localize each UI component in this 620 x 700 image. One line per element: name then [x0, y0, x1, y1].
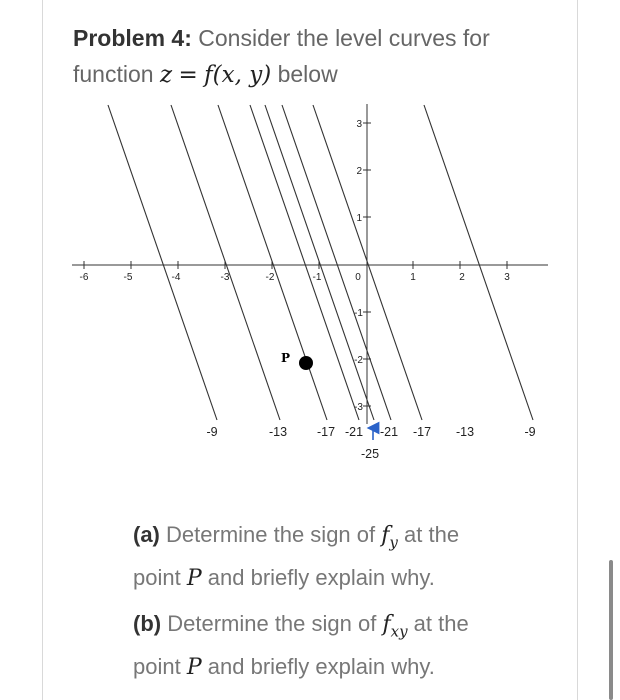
level-line: [250, 105, 359, 420]
problem-label: Problem 4:: [73, 25, 192, 51]
y-tick-label: -3: [354, 402, 363, 413]
level-line: [265, 105, 374, 420]
question-a-label: (a): [133, 522, 160, 547]
x-tick-label: -4: [171, 272, 181, 283]
math-point-p: P: [186, 655, 202, 681]
x-tick-label: -1: [312, 272, 322, 283]
level-label: -9: [524, 425, 536, 439]
problem-text-below: below: [277, 61, 338, 87]
question-b: [133, 606, 553, 686]
level-line: [218, 105, 327, 420]
x-tick-label: 3: [504, 272, 510, 283]
math-f: f: [381, 523, 390, 548]
y-tick-label: 2: [356, 166, 362, 177]
level-label: -13: [455, 425, 475, 439]
math-point-p: P: [186, 566, 202, 592]
question-b-line2: point: [133, 654, 181, 680]
math-f: f: [382, 612, 391, 637]
level-label: -17: [316, 425, 336, 439]
point-p-marker: [299, 356, 313, 370]
question-b-text: Determine the sign of: [167, 611, 377, 636]
question-b-text-post: at the: [413, 611, 469, 636]
level-line: [171, 105, 280, 420]
question-a: [133, 517, 553, 597]
x-tick-label: 1: [410, 272, 416, 283]
level-label: -13: [268, 425, 288, 439]
level-line: [108, 105, 217, 420]
y-tick-label: -2: [354, 355, 363, 366]
scrollbar-thumb[interactable]: [609, 560, 613, 700]
level-label: -21: [344, 425, 364, 439]
y-tick-label: 1: [356, 213, 362, 224]
point-p-label: P: [280, 351, 290, 365]
center-level-label: -25: [360, 447, 380, 461]
x-tick-label: 2: [459, 272, 465, 283]
x-tick-label: -5: [123, 272, 133, 283]
math-subscript: xy: [390, 622, 408, 641]
level-line: [424, 105, 533, 420]
math-equals: =: [178, 62, 198, 88]
problem-text: Consider the level curves for: [198, 25, 490, 51]
math-z: z: [159, 62, 173, 88]
question-a-text-post: at the: [404, 522, 460, 547]
x-tick-label: -3: [220, 272, 230, 283]
x-tick-label: -6: [79, 272, 89, 283]
math-subscript: y: [389, 533, 398, 552]
level-label: -9: [206, 425, 218, 439]
y-tick-label: -1: [354, 308, 363, 319]
question-b-label: (b): [133, 611, 162, 636]
level-label: -17: [412, 425, 432, 439]
problem-text-line2: function: [73, 61, 154, 87]
y-tick-label: 3: [356, 119, 362, 130]
level-curves: [108, 105, 533, 420]
math-function: f(x, y): [204, 62, 272, 88]
question-a-line2-post: and briefly explain why.: [207, 565, 435, 591]
level-label: -21: [379, 425, 399, 439]
level-line: [282, 105, 391, 420]
question-a-text: Determine the sign of: [166, 522, 376, 547]
question-a-line2: point: [133, 565, 181, 591]
x-tick-label: 0: [355, 272, 361, 283]
x-tick-label: -2: [265, 272, 275, 283]
question-b-line2-post: and briefly explain why.: [207, 654, 435, 680]
